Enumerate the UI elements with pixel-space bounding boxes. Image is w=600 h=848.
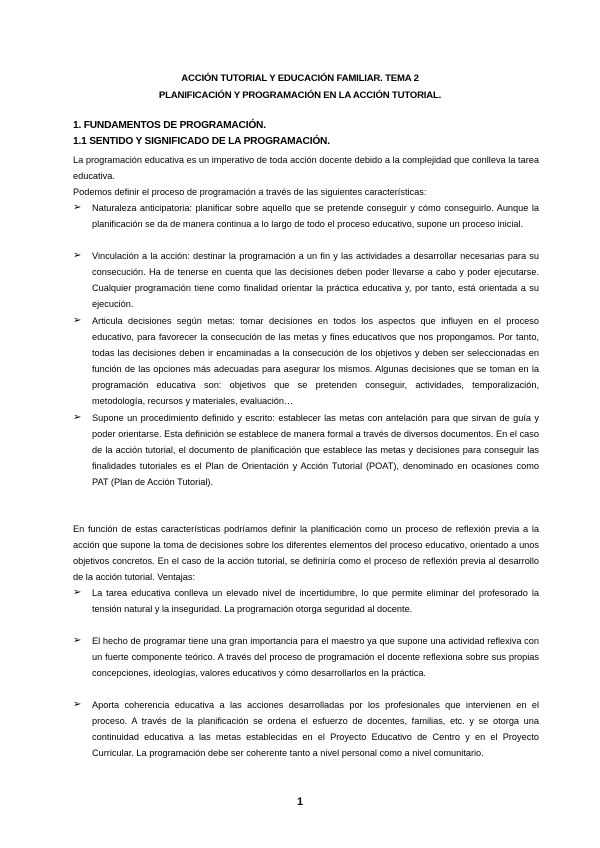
- list-item: [73, 313, 539, 410]
- arrow-bullet-icon: ➢: [73, 202, 82, 213]
- document-title-line-1: ACCIÓN TUTORIAL Y EDUCACIÓN FAMILIAR. TEMA 2: [181, 73, 419, 84]
- arrow-bullet-icon: ➢: [73, 315, 82, 326]
- arrow-bullet-icon: ➢: [73, 250, 82, 261]
- list-item: [73, 585, 539, 617]
- list-item: [73, 633, 539, 681]
- arrow-bullet-icon: ➢: [73, 635, 82, 646]
- subsection-heading: 1.1 SENTIDO Y SIGNIFICADO DE LA PROGRAMACIÓN.: [73, 136, 330, 147]
- list-item-text: Vinculación a la acción: destinar la programación a un fin y las actividades a desarrollar necesarias para su consecución. Ha de tenerse en cuenta que las decisiones deben poder llevarse a cabo y poder ejecutarse. Cualquier programación tiene como finalidad orientar la práctica educativa y, por tanto, está orientada a su ejecución.: [92, 251, 539, 310]
- intro-list-lead: Podemos definir el proceso de programación a través de las siguientes características:: [73, 187, 427, 197]
- page-number: 1: [296, 796, 304, 808]
- list-item-text: Aporta coherencia educativa a las acciones desarrolladas por los profesionales que intervienen en el proceso. A través de la planificación se ordena el esfuerzo de docentes, familias, etc. y se otorga una continuidad educativa a las metas establecidas en el Proyecto Educativo de Centro y en el Proyecto Curricular. La programación debe ser coherente tanto a nivel personal como a nivel comunitario.: [92, 700, 539, 759]
- intro-paragraph: La programación educativa es un imperativo de toda acción docente debido a la complejidad que conlleva la tarea educativa.: [73, 155, 539, 182]
- list-item-text: Naturaleza anticipatoria: planificar sobre aquello que se pretende conseguir y cómo conseguirlo. Aunque la planificación se da de manera continua a lo largo de todo el proceso educativo, supone un proceso inicial.: [92, 203, 539, 230]
- list-item: [73, 248, 539, 312]
- list-item: [73, 200, 539, 232]
- list-item-text: La tarea educativa conlleva un elevado nivel de incertidumbre, lo que permite eliminar del profesorado la tensión natural y la inseguridad. La programación otorga seguridad al docente.: [92, 588, 539, 615]
- arrow-bullet-icon: ➢: [73, 699, 82, 710]
- list-item-text: Supone un procedimiento definido y escrito: establecer las metas con antelación para que sirvan de guía y poder orientarse. Esta definición se establece de manera formal a través de diversos documentos. En el caso de la acción tutorial, el documento de planificación que establece las metas y decisiones para conseguir las finalidades tutoriales es el Plan de Orientación y Acción Tutorial (POAT), denominado en ocasiones como PAT (Plan de Acción Tutorial).: [92, 413, 539, 488]
- document-title-line-2: PLANIFICACIÓN Y PROGRAMACIÓN EN LA ACCIÓN TUTORIAL.: [158, 90, 442, 101]
- list-item: [73, 697, 539, 761]
- body-paragraph: En función de estas características podríamos definir la planificación como un proceso de reflexión previa a la acción que supone la toma de decisiones sobre los diferentes elementos del proceso educativo, orientado a unos objetivos concretos. En el caso de la acción tutorial, se definiría como el proceso de reflexión previa al desarrollo de la acción tutorial. Ventajas:: [73, 524, 539, 583]
- arrow-bullet-icon: ➢: [73, 412, 82, 423]
- list-item: [73, 410, 539, 490]
- list-item-text: Articula decisiones según metas: tomar decisiones en todos los aspectos que influyen en el proceso educativo, para favorecer la consecución de las metas y fines educativos que nos propongamos. Por tanto, todas las decisiones deben ir encaminadas a la consecución de los objetivos y deben ser seleccionadas en función de las opciones más adecuadas para asegurar los mismos. Algunas decisiones que se toman en la programación educativa son: objetivos que se pretenden conseguir, actividades, temporalización, metodología, recursos y materiales, evaluación…: [92, 316, 539, 407]
- list-item-text: El hecho de programar tiene una gran importancia para el maestro ya que supone una actividad reflexiva con un fuerte componente teórico. A través del proceso de programación el docente reflexiona sobre sus propias concepciones, ideologías, valores educativos y cómo desarrollarlos en la práctica.: [92, 636, 539, 679]
- section-heading: 1. FUNDAMENTOS DE PROGRAMACIÓN.: [73, 120, 266, 131]
- arrow-bullet-icon: ➢: [73, 587, 82, 598]
